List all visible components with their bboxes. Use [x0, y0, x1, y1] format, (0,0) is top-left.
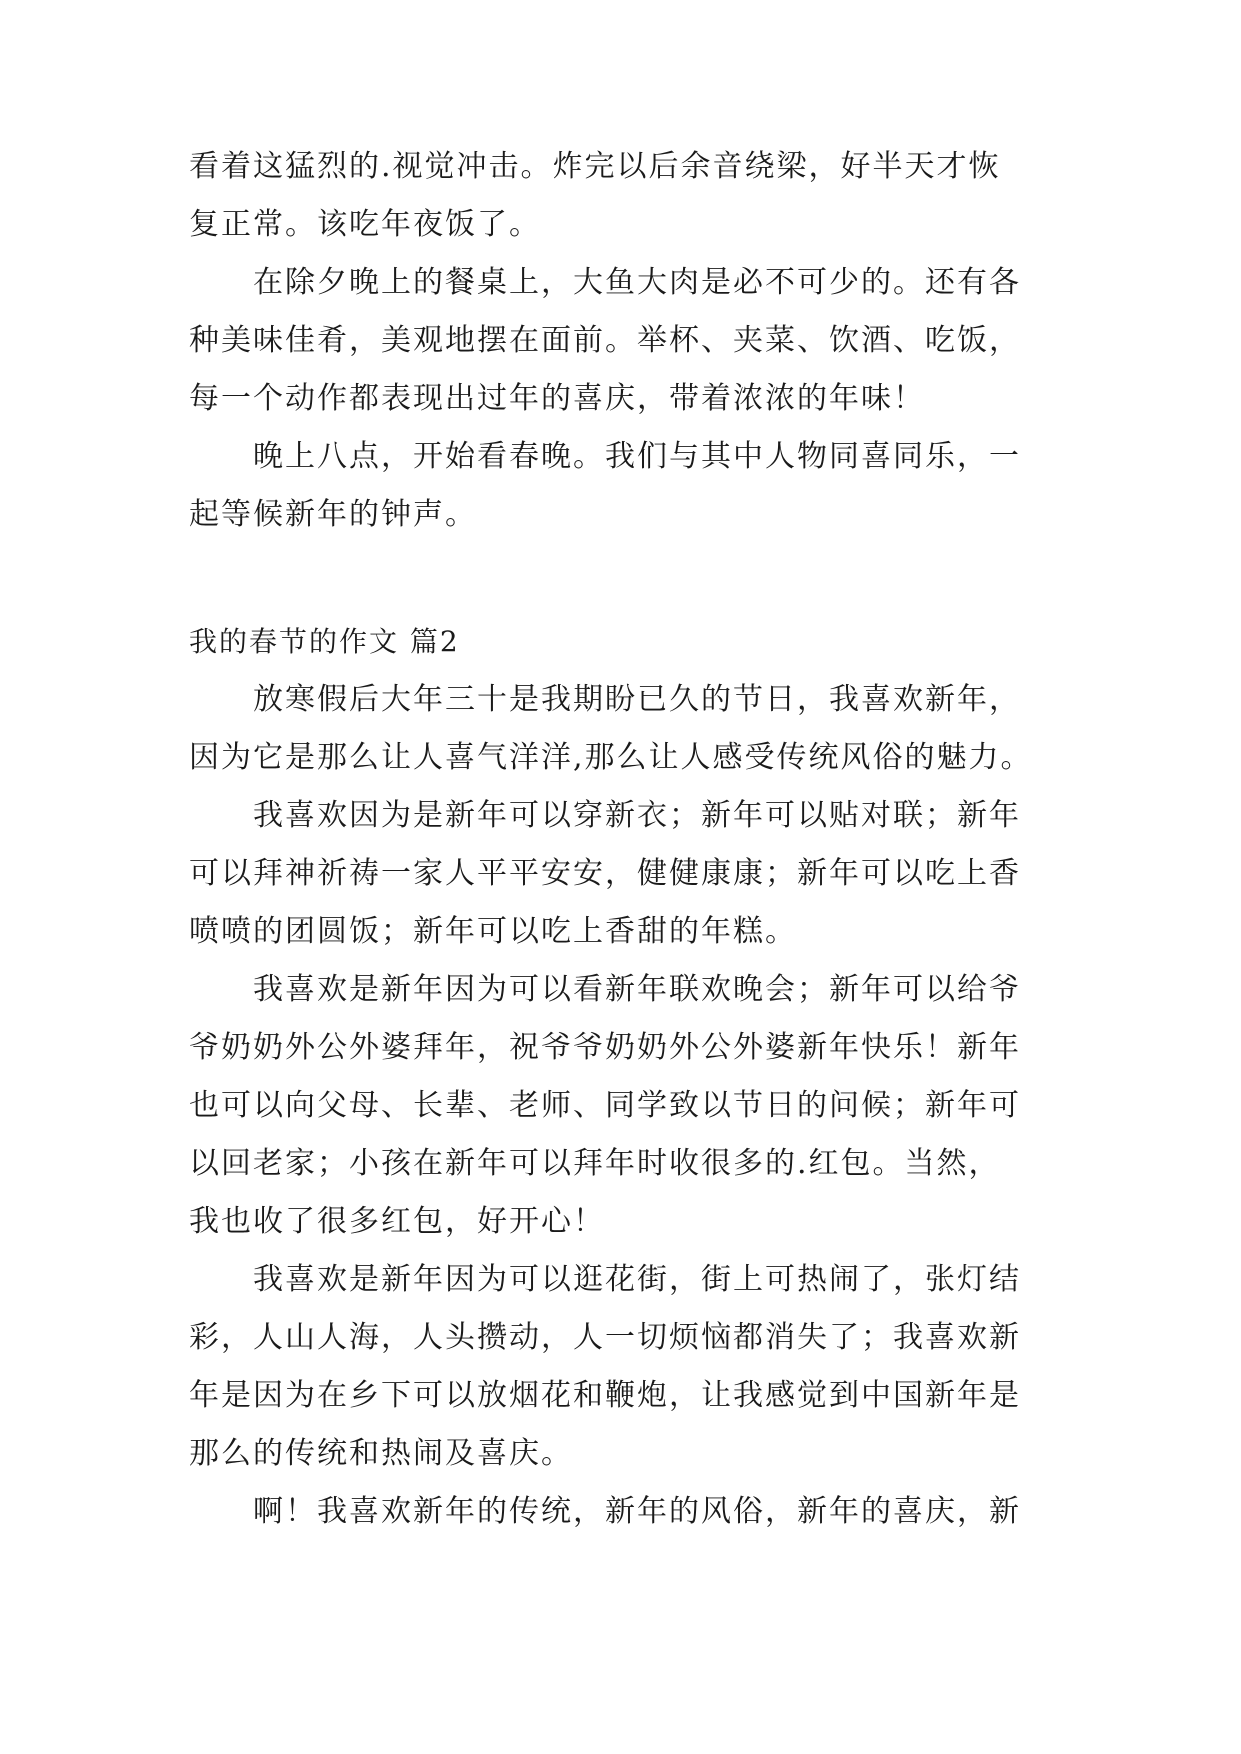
text-line: 每一个动作都表现出过年的喜庆，带着浓浓的年味！ — [189, 381, 925, 416]
text-line: 喷喷的团圆饭；新年可以吃上香甜的年糕。 — [189, 914, 797, 949]
text-line: 我也收了很多红包，好开心！ — [189, 1204, 605, 1239]
text-line: 以回老家；小孩在新年可以拜年时收很多的.红包。当然， — [189, 1146, 1001, 1181]
text-line: 彩，人山人海，人头攒动，人一切烦恼都消失了；我喜欢新 — [189, 1320, 1021, 1355]
section-heading: 我的春节的作文 篇2 — [189, 625, 460, 658]
text-line: 年是因为在乡下可以放烟花和鞭炮，让我感觉到中国新年是 — [189, 1378, 1021, 1413]
text-line: 可以拜神祈祷一家人平平安安，健健康康；新年可以吃上香 — [189, 856, 1021, 891]
text-line: 那么的传统和热闹及喜庆。 — [189, 1436, 573, 1471]
paragraph-first-line: 我喜欢因为是新年可以穿新衣；新年可以贴对联；新年 — [253, 798, 1021, 833]
paragraph-first-line: 我喜欢是新年因为可以逛花街，街上可热闹了，张灯结 — [253, 1262, 1021, 1297]
paragraph-first-line: 我喜欢是新年因为可以看新年联欢晚会；新年可以给爷 — [253, 972, 1021, 1007]
paragraph-first-line: 啊！我喜欢新年的传统，新年的风俗，新年的喜庆，新 — [253, 1494, 1021, 1529]
text-line: 看着这猛烈的.视觉冲击。炸完以后余音绕梁，好半天才恢 — [189, 149, 1001, 184]
text-line: 爷奶奶外公外婆拜年，祝爷爷奶奶外公外婆新年快乐！新年 — [189, 1030, 1021, 1065]
text-line: 也可以向父母、长辈、老师、同学致以节日的问候；新年可 — [189, 1088, 1021, 1123]
text-line: 起等候新年的钟声。 — [189, 497, 477, 532]
text-line: 复正常。该吃年夜饭了。 — [189, 207, 541, 242]
paragraph-first-line: 在除夕晚上的餐桌上，大鱼大肉是必不可少的。还有各 — [253, 265, 1021, 300]
paragraph-first-line: 晚上八点，开始看春晚。我们与其中人物同喜同乐，一 — [253, 439, 1021, 474]
paragraph-first-line: 放寒假后大年三十是我期盼已久的节日，我喜欢新年， — [253, 682, 1021, 717]
text-line: 因为它是那么让人喜气洋洋,那么让人感受传统风俗的魅力。 — [189, 740, 1033, 775]
text-line: 种美味佳肴，美观地摆在面前。举杯、夹菜、饮酒、吃饭， — [189, 323, 1021, 358]
